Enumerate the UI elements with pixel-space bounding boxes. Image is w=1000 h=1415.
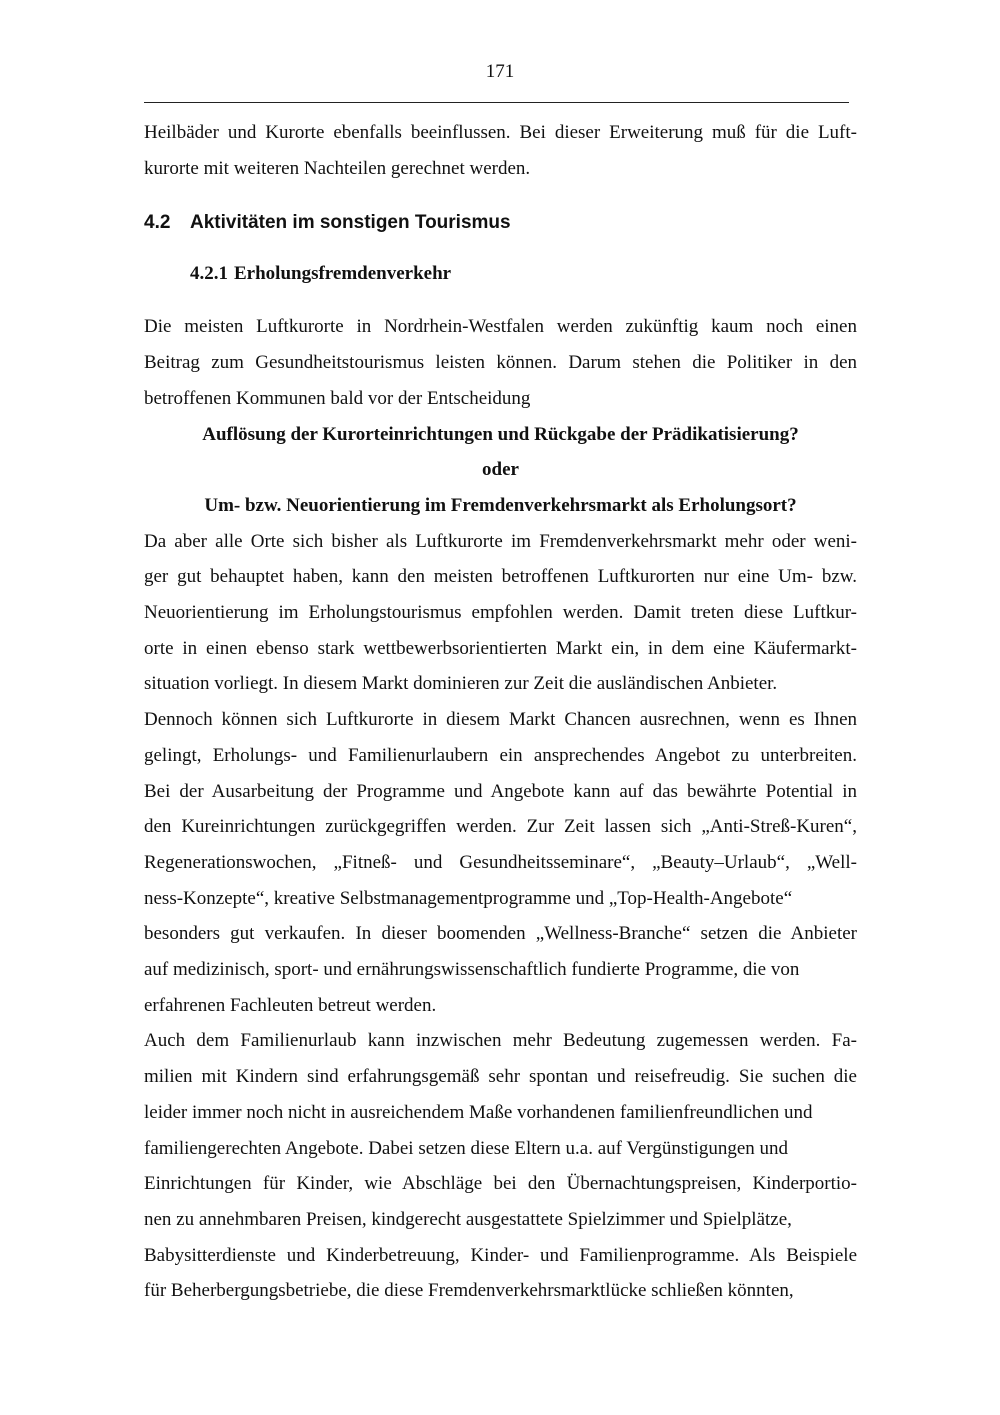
decision-question-1: Auflösung der Kurorteinrichtungen und Rückgabe der Prädikatisierung? xyxy=(202,423,799,445)
paragraph-decision xyxy=(144,309,857,416)
text-line: Neuorientierung im Erholungstourismus empfohlen werden. Damit treten diese Luftkur- xyxy=(144,602,857,624)
section-title: Aktivitäten im sonstigen Tourismus xyxy=(190,212,511,234)
text-line: nen zu annehmbaren Preisen, kindgerecht ausgestattete Spielzimmer und Spielplätze, xyxy=(144,1208,792,1230)
page-content xyxy=(144,115,857,1309)
header-rule xyxy=(144,102,849,103)
text-line: milien mit Kindern sind erfahrungsgemäß sehr spontan und reisefreudig. Sie suchen die xyxy=(144,1066,857,1088)
subsection-heading xyxy=(190,261,857,287)
text-line: Bei der Ausarbeitung der Programme und Angebote kann auf das bewährte Potential in xyxy=(144,780,857,802)
decision-question-2: Um- bzw. Neuorientierung im Fremdenverkehrsmarkt als Erholungsort? xyxy=(204,494,797,516)
text-line: betroffenen Kommunen bald vor der Entscheidung xyxy=(144,387,531,409)
text-line: Da aber alle Orte sich bisher als Luftkurorte im Fremdenverkehrsmarkt mehr oder weni- xyxy=(144,530,857,552)
text-line: Einrichtungen für Kinder, wie Abschläge bei den Übernachtungspreisen, Kinderportio- xyxy=(144,1173,857,1195)
text-line: kurorte mit weiteren Nachteilen gerechnet werden. xyxy=(144,157,531,179)
text-line: den Kureinrichtungen zurückgegriffen werden. Zur Zeit lassen sich „Anti-Streß-Kuren“, xyxy=(144,816,857,838)
text-line: Auch dem Familienurlaub kann inzwischen mehr Bedeutung zugemessen werden. Fa- xyxy=(144,1030,857,1052)
decision-oder: oder xyxy=(482,459,519,481)
text-line: familiengerechten Angebote. Dabei setzen diese Eltern u.a. auf Vergünstigungen und xyxy=(144,1137,789,1159)
text-line: Heilbäder und Kurorte ebenfalls beeinflussen. Bei dieser Erweiterung muß für die Luft- xyxy=(144,122,857,143)
subsection-number: 4.2.1 xyxy=(190,263,228,285)
section-number: 4.2 xyxy=(144,212,171,234)
paragraph-family-vacation xyxy=(144,1023,857,1309)
text-line: Regenerationswochen, „Fitneß- und Gesundheitsseminare“, „Beauty–Urlaub“, „Well- xyxy=(144,851,857,873)
text-line: situation vorliegt. In diesem Markt dominieren zur Zeit die ausländischen Anbieter. xyxy=(144,673,778,695)
text-line: ger gut behauptet haben, kann den meisten betroffenen Luftkurorten nur eine Um- bzw. xyxy=(144,566,857,588)
page-number: 171 xyxy=(485,61,515,82)
intro-paragraph xyxy=(144,115,857,186)
paragraph-reorientation xyxy=(144,524,857,1024)
text-line: Beitrag zum Gesundheitstourismus leisten können. Darum stehen die Politiker in den xyxy=(144,352,857,374)
text-line: leider immer noch nicht in ausreichendem Maße vorhandenen familienfreundlichen und xyxy=(144,1101,813,1123)
text-line: gelingt, Erholungs- und Familienurlaubern ein ansprechendes Angebot zu unterbreiten. xyxy=(144,744,857,766)
section-heading xyxy=(144,210,857,236)
text-line: Babysitterdienste und Kinderbetreuung, Kinder- und Familienprogramme. Als Beispiele xyxy=(144,1244,857,1266)
text-line: auf medizinisch, sport- und ernährungswissenschaftlich fundierte Programme, die von xyxy=(144,959,800,981)
text-line: besonders gut verkaufen. In dieser boomenden „Wellness-Branche“ setzen die Anbieter xyxy=(144,923,857,945)
text-line: Dennoch können sich Luftkurorte in diesem Markt Chancen ausrechnen, wenn es Ihnen xyxy=(144,709,857,731)
subsection-title: Erholungsfremdenverkehr xyxy=(234,263,452,285)
text-line: Die meisten Luftkurorte in Nordrhein-Westfalen werden zukünftig kaum noch einen xyxy=(144,316,857,338)
text-line: erfahrenen Fachleuten betreut werden. xyxy=(144,994,437,1016)
text-line: ness-Konzepte“, kreative Selbstmanagementprogramme und „Top-Health-Angebote“ xyxy=(144,887,793,909)
text-line: orte in einen ebenso stark wettbewerbsorientierten Markt ein, in dem eine Käufermarkt- xyxy=(144,637,857,659)
text-line: für Beherbergungsbetriebe, die diese Fremdenverkehrsmarktlücke schließen könnten, xyxy=(144,1280,794,1302)
